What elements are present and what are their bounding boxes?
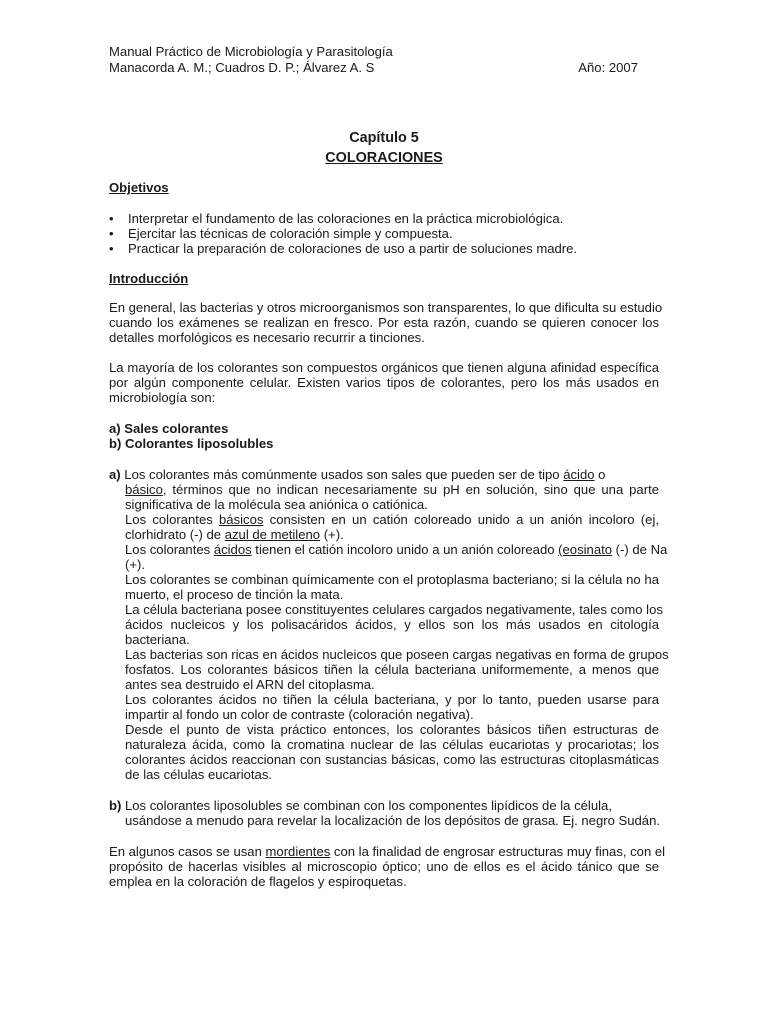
objetivos-list (109, 211, 659, 256)
introduccion-heading: Introducción (109, 271, 189, 286)
section-a-line: a) Los colorantes más comúnmente usados son sales que pueden ser de tipo ácido o (109, 467, 606, 482)
intro-paragraph-1: En general, las bacterias y otros microorganismos son transparentes, lo que dificulta su estudio cuando los exámenes se realizan en fresco. Por esta razón, cuando se quieren conocer los detalles morfológicos es necesario recurrir a tinciones. (109, 300, 663, 345)
section-a: a) Los colorantes más comúnmente usados son sales que pueden ser de tipo ácido o básico, términos que no indican necesariamente su pH en solución, sino que una parte significativa de la molécula sea aniónica o catiónica. Los colorantes básicos consisten en un catión coloreado unido a un anión incoloro (ej, clorhidrato (-) de azul de metileno (+). Los colorantes ácidos tienen el catión incoloro unido a un anión coloreado (eosinato (-) de Na (+). Los colorantes se combinan químicamente con el protoplasma bacteriano; si la célula no ha muerto, el proceso de tinción la mata. La célula bacteriana posee constituyentes celulares cargados negativamente, tales como los ácidos nucleicos y los polisacáridos ácidos, y ellos son los más usados en citología bacteriana. Las bacterias son ricas en ácidos nucleicos que poseen cargas negativas en forma de grupos fosfatos. Los colorantes básicos tiñen la célula bacteriana uniformemente, a menos que antes sea destruido el ARN del citoplasma. Los colorantes ácidos no tiñen la célula bacteriana, y por lo tanto, pueden usarse para impartir al fondo un color de contraste (coloración negativa). Desde el punto de vista práctico entonces, los colorantes básicos tiñen estructuras de naturaleza ácida, como la cromatina nuclear de las células eucariotas y procariotas; los colorantes ácidos reaccionan con sustancias básicas, como las estructuras citoplasmáticas de las células eucariotas. (109, 467, 669, 782)
list-item: • Ejercitar las técnicas de coloración simple y compuesta. (109, 226, 453, 241)
section-b: b) Los colorantes liposolubles se combinan con los componentes lipídicos de la célula, usándose a menudo para revelar la localización de los depósitos de grasa. Ej. negro Sudán. (109, 798, 661, 828)
list-item: • Interpretar el fundamento de las coloraciones en la práctica microbiológica. (109, 211, 564, 226)
year: Año: 2007 (578, 60, 638, 75)
document-page (109, 44, 669, 889)
chapter-number: Capítulo 5 (349, 130, 419, 146)
chapter-title (109, 128, 659, 168)
manual-title: Manual Práctico de Microbiología y Parasitología (109, 44, 393, 59)
list-item: • Practicar la preparación de coloraciones de uso a partir de soluciones madre. (109, 241, 578, 256)
type-b-label: b) Colorantes liposolubles (109, 436, 274, 451)
bullet-icon: • (109, 211, 114, 226)
mordientes-paragraph: En algunos casos se usan mordientes con la finalidad de engrosar estructuras muy finas, con el propósito de hacerlas visibles al microscopio óptico; uno de ellos es el ácido tánico que se emplea en la coloración de flagelos y espiroquetas. (109, 844, 666, 889)
chapter-name: COLORACIONES (325, 150, 443, 166)
bullet-icon: • (109, 226, 114, 241)
type-a-label: a) Sales colorantes (109, 421, 229, 436)
intro-paragraph-2: La mayoría de los colorantes son compuestos orgánicos que tienen alguna afinidad específica por algún componente celular. Existen varios tipos de colorantes, pero los más usados en microbiología son: (109, 360, 659, 405)
authors-line (109, 60, 659, 76)
running-header (109, 44, 659, 76)
objetivos-heading: Objetivos (109, 180, 169, 195)
authors: Manacorda A. M.; Cuadros D. P.; Álvarez A. S (109, 60, 375, 75)
colorant-types (109, 421, 659, 451)
bullet-icon: • (109, 241, 114, 256)
